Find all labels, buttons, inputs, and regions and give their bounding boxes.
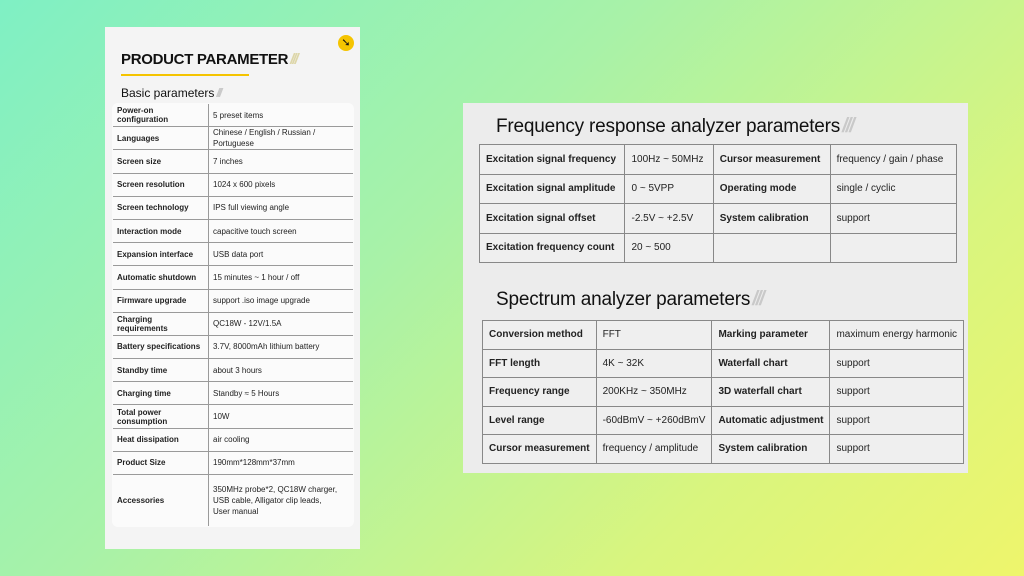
- table-row: [483, 406, 964, 435]
- product-parameter-title: [121, 51, 297, 68]
- param-key: Product Size: [113, 451, 209, 474]
- basic-parameters-card: [105, 27, 360, 549]
- param-value: capacitive touch screen: [209, 219, 354, 242]
- param-key: [713, 233, 830, 263]
- param-value: support: [830, 349, 964, 378]
- param-key: Excitation signal offset: [480, 204, 625, 234]
- param-value: support: [830, 406, 964, 435]
- frequency-response-title: [496, 115, 853, 138]
- param-value: frequency / gain / phase: [830, 145, 956, 175]
- param-value: -2.5V ~ +2.5V: [625, 204, 713, 234]
- table-row: [113, 451, 354, 474]
- param-key: Screen size: [113, 150, 209, 173]
- param-value: 200KHz ~ 350MHz: [596, 378, 712, 407]
- table-row: [483, 349, 964, 378]
- param-key: Total power consumption: [113, 405, 209, 428]
- spectrum-title-slashes-decor: ///: [752, 288, 763, 310]
- param-key: Charging time: [113, 382, 209, 405]
- param-value: 15 minutes ~ 1 hour / off: [209, 266, 354, 289]
- basic-parameters-heading-text: Basic parameters: [121, 86, 215, 100]
- param-key: Operating mode: [713, 174, 830, 204]
- table-row: [113, 196, 354, 219]
- param-value: Standby ≈ 5 Hours: [209, 382, 354, 405]
- param-key: System calibration: [713, 204, 830, 234]
- basic-parameters-table: [112, 103, 354, 527]
- param-key: Excitation signal amplitude: [480, 174, 625, 204]
- table-row: [483, 435, 964, 464]
- param-value: IPS full viewing angle: [209, 196, 354, 219]
- param-value: USB data port: [209, 243, 354, 266]
- table-row: [480, 174, 957, 204]
- table-row: [483, 378, 964, 407]
- param-value: -60dBmV ~ +260dBmV: [596, 406, 712, 435]
- table-row: [113, 266, 354, 289]
- param-key: Charging requirements: [113, 312, 209, 335]
- table-row: [113, 173, 354, 196]
- param-value: 3.7V, 8000mAh lithium battery: [209, 335, 354, 358]
- product-parameter-title-text: PRODUCT PARAMETER: [121, 51, 289, 68]
- param-value: 20 ~ 500: [625, 233, 713, 263]
- spectrum-analyzer-title-text: Spectrum analyzer parameters: [496, 289, 751, 310]
- table-row: [113, 428, 354, 451]
- param-key: Heat dissipation: [113, 428, 209, 451]
- param-value: [830, 233, 956, 263]
- table-row: [113, 335, 354, 358]
- param-value: about 3 hours: [209, 359, 354, 382]
- param-key: System calibration: [712, 435, 830, 464]
- table-row: [113, 243, 354, 266]
- param-key: Cursor measurement: [483, 435, 597, 464]
- param-key: Firmware upgrade: [113, 289, 209, 312]
- param-key: Languages: [113, 127, 209, 150]
- param-key: Battery specifications: [113, 335, 209, 358]
- param-key: Excitation signal frequency: [480, 145, 625, 175]
- param-key: Standby time: [113, 359, 209, 382]
- table-row: [113, 219, 354, 242]
- param-value: 7 inches: [209, 150, 354, 173]
- param-value: 1024 x 600 pixels: [209, 173, 354, 196]
- param-key: Expansion interface: [113, 243, 209, 266]
- param-value: 0 ~ 5VPP: [625, 174, 713, 204]
- param-key: Power-on configuration: [113, 104, 209, 127]
- table-row: [113, 359, 354, 382]
- param-key: 3D waterfall chart: [712, 378, 830, 407]
- table-row: [113, 382, 354, 405]
- param-value: air cooling: [209, 428, 354, 451]
- param-key: Screen resolution: [113, 173, 209, 196]
- param-key: Cursor measurement: [713, 145, 830, 175]
- basic-parameters-heading: [121, 86, 220, 100]
- param-value: 190mm*128mm*37mm: [209, 451, 354, 474]
- param-value: 5 preset items: [209, 104, 354, 127]
- spectrum-analyzer-title: [496, 288, 763, 311]
- param-value-line: USB cable, Alligator clip leads,: [213, 496, 322, 505]
- table-row: [480, 145, 957, 175]
- table-row: [113, 312, 354, 335]
- table-row: [113, 405, 354, 428]
- spectrum-analyzer-table: [482, 320, 964, 464]
- frequency-response-table: [479, 144, 957, 263]
- param-value-line: 350MHz probe*2, QC18W charger,: [213, 485, 338, 494]
- param-value: support: [830, 435, 964, 464]
- param-value-line: User manual: [213, 507, 259, 516]
- table-row: [480, 204, 957, 234]
- arrow-badge-icon: ➘: [338, 35, 354, 51]
- table-row: [113, 127, 354, 150]
- analyzer-parameters-card: [463, 103, 968, 473]
- param-key: Waterfall chart: [712, 349, 830, 378]
- table-row: [113, 104, 354, 127]
- table-row: [483, 321, 964, 350]
- param-key: Marking parameter: [712, 321, 830, 350]
- table-row: [113, 475, 354, 527]
- param-value: Chinese / English / Russian / Portuguese: [209, 127, 354, 150]
- param-value: maximum energy harmonic: [830, 321, 964, 350]
- param-key: Level range: [483, 406, 597, 435]
- param-key: Accessories: [113, 475, 209, 527]
- subtitle-slashes-decor: ///: [216, 86, 221, 100]
- param-key: FFT length: [483, 349, 597, 378]
- param-value: single / cyclic: [830, 174, 956, 204]
- param-key: Screen technology: [113, 196, 209, 219]
- param-key: Automatic shutdown: [113, 266, 209, 289]
- param-value: 10W: [209, 405, 354, 428]
- param-value: frequency / amplitude: [596, 435, 712, 464]
- param-key: Excitation frequency count: [480, 233, 625, 263]
- param-value: FFT: [596, 321, 712, 350]
- table-row: [113, 150, 354, 173]
- table-row: [480, 233, 957, 263]
- param-value: support: [830, 204, 956, 234]
- param-key: Automatic adjustment: [712, 406, 830, 435]
- title-slashes-decor: ///: [290, 51, 297, 68]
- param-key: Frequency range: [483, 378, 597, 407]
- param-value: QC18W - 12V/1.5A: [209, 312, 354, 335]
- table-row: [113, 289, 354, 312]
- param-value: 4K ~ 32K: [596, 349, 712, 378]
- param-key: Conversion method: [483, 321, 597, 350]
- freq-title-slashes-decor: ///: [842, 115, 853, 137]
- frequency-response-title-text: Frequency response analyzer parameters: [496, 116, 841, 137]
- param-key: Interaction mode: [113, 219, 209, 242]
- param-value: support: [830, 378, 964, 407]
- param-value: 100Hz ~ 50MHz: [625, 145, 713, 175]
- title-underline: [121, 74, 249, 76]
- param-value: support .iso image upgrade: [209, 289, 354, 312]
- param-value: [209, 475, 354, 527]
